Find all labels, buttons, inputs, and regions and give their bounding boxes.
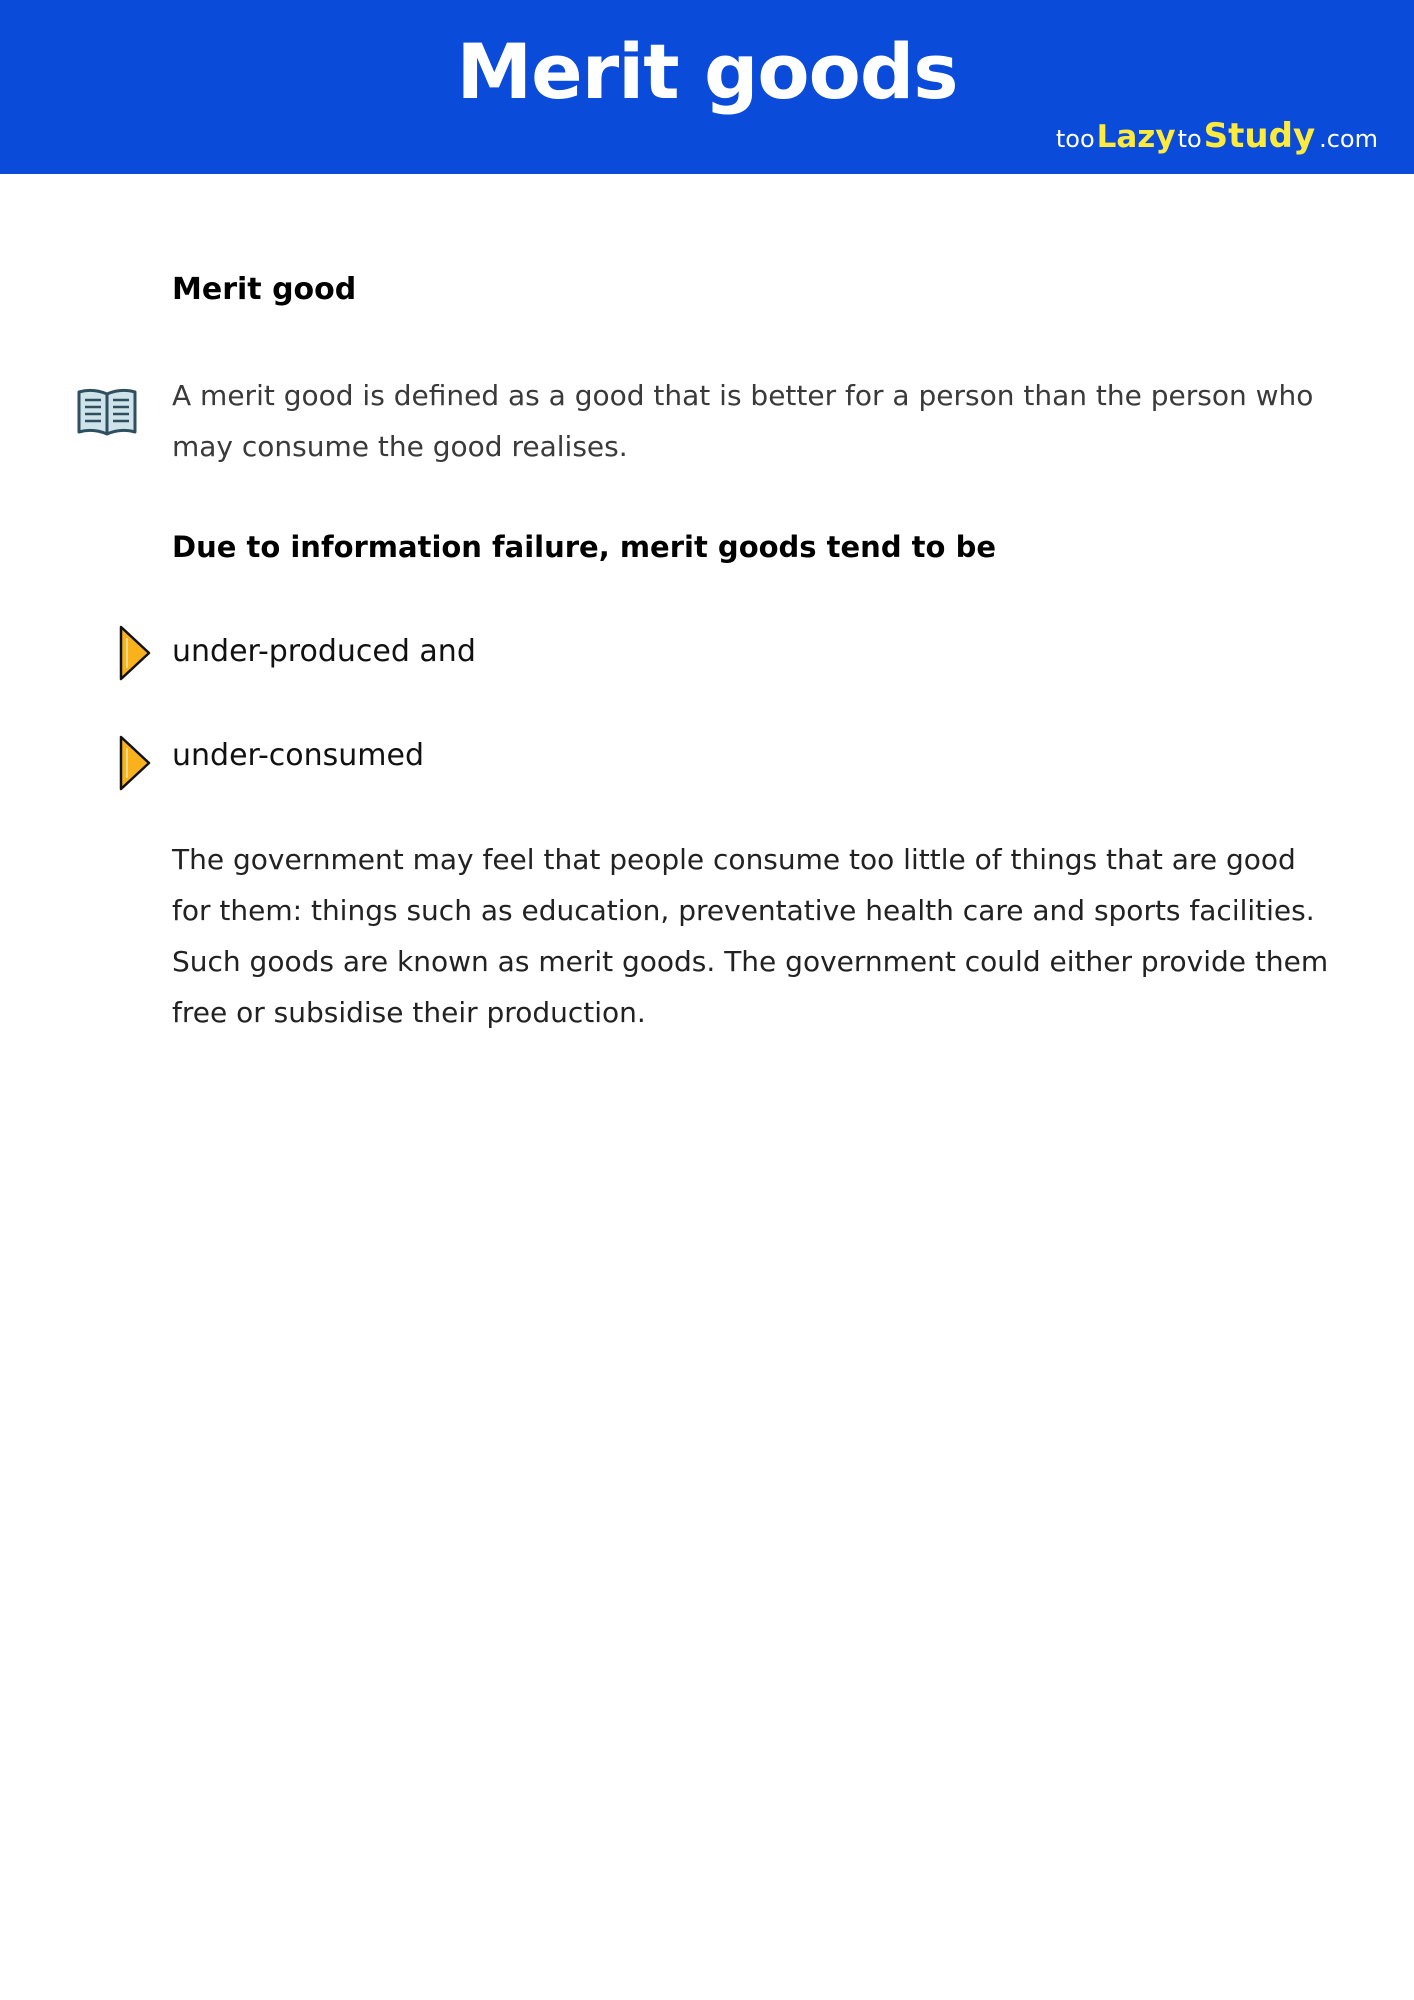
page-header bbox=[0, 0, 1414, 174]
triangle-bullet-icon bbox=[118, 734, 152, 792]
list-item: under-produced and bbox=[172, 634, 476, 669]
brand-logo bbox=[1056, 116, 1378, 156]
definition-text: A merit good is defined as a good that is better for a person than the person who may consume the good realises. bbox=[172, 379, 1314, 463]
brand-too: too bbox=[1055, 125, 1095, 153]
brand-study: Study bbox=[1203, 116, 1316, 156]
brand-dotcom: .com bbox=[1319, 125, 1378, 153]
explanation-paragraph: The government may feel that people consume too little of things that are good for them: things such as education, preventative health care and sports facilities. Such goods are known as merit goods. The government could either provide them free or subsidise their production. bbox=[172, 843, 1329, 1029]
section-heading-information-failure: Due to information failure, merit goods tend to be bbox=[172, 530, 996, 564]
page-title: Merit goods bbox=[456, 27, 958, 116]
brand-to: to bbox=[1177, 125, 1202, 153]
brand-lazy: Lazy bbox=[1096, 119, 1176, 155]
section-heading-merit-good: Merit good bbox=[172, 272, 357, 307]
triangle-bullet-icon bbox=[118, 624, 152, 682]
list-item: under-consumed bbox=[172, 738, 424, 773]
open-book-icon bbox=[76, 384, 138, 438]
